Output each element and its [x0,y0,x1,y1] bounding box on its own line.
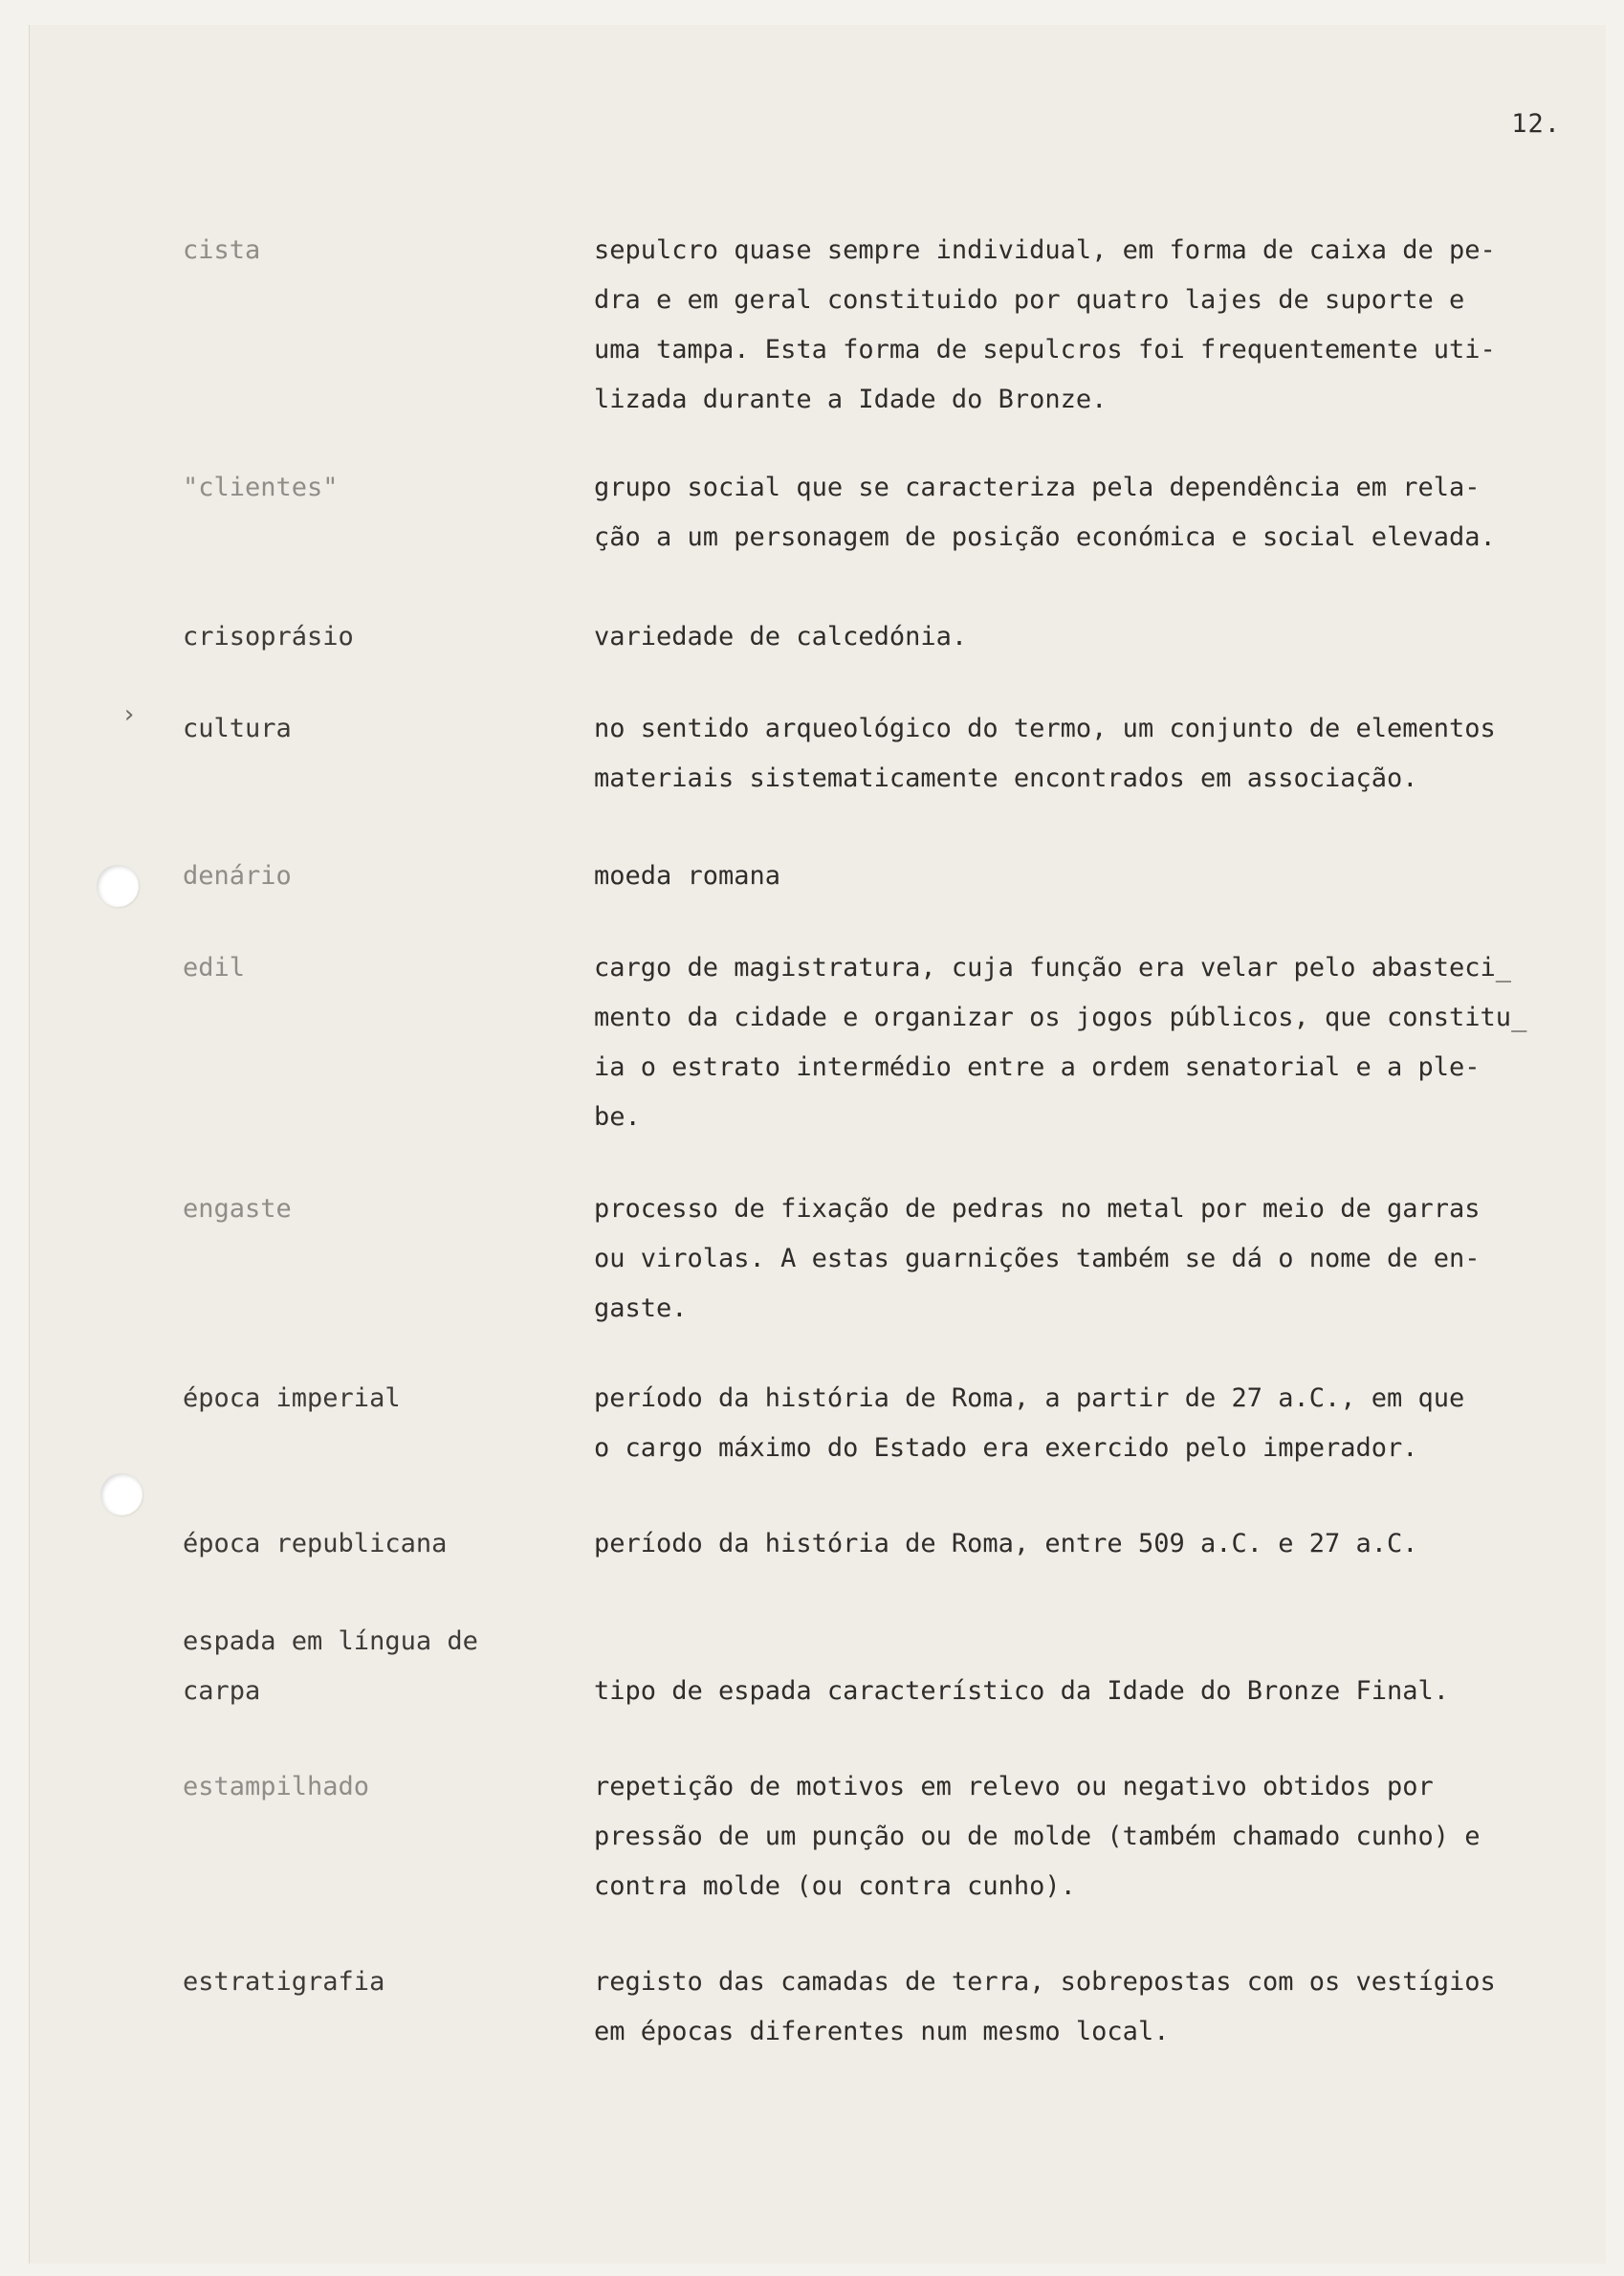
margin-mark: › [121,700,137,729]
glossary-definition: no sentido arqueológico do termo, um conjunto de elementos materiais sistematicamente encontrados em associação. [594,714,1496,793]
glossary-term: época republicana [183,1529,448,1558]
glossary-term: denário [183,861,292,891]
glossary-definition: período da história de Roma, entre 509 a.C. e 27 a.C. [594,1529,1418,1558]
glossary-term: cista [183,235,261,265]
glossary-definition: repetição de motivos em relevo ou negativo obtidos por pressão de um punção ou de molde (também chamado cunho) e contra molde (ou contra cunho). [594,1772,1481,1901]
glossary-list [30,25,1606,2264]
glossary-term: "clientes" [183,473,339,502]
document-page [29,25,1606,2264]
glossary-term: crisoprásio [183,622,354,652]
glossary-definition: moeda romana [594,861,781,891]
glossary-term: estratigrafia [183,1967,385,1997]
glossary-definition: processo de fixação de pedras no metal por meio de garras ou virolas. A estas guarnições também se dá o nome de en- gaste. [594,1194,1481,1323]
glossary-term: estampilhado [183,1772,370,1801]
glossary-definition: registo das camadas de terra, sobrepostas com os vestígios em épocas diferentes num mesmo local. [594,1967,1496,2046]
glossary-term: edil [183,953,246,983]
glossary-term: cultura [183,714,292,743]
glossary-definition: sepulcro quase sempre individual, em forma de caixa de pe- dra e em geral constituido por quatro lajes de suporte e uma tampa. Esta forma de sepulcros foi frequentemente uti- lizada durante a Idade do Bronze. [594,235,1496,414]
glossary-term: espada em língua de carpa [183,1626,478,1706]
glossary-definition: grupo social que se caracteriza pela dependência em rela- ção a um personagem de posição económica e social elevada. [594,473,1496,552]
glossary-term: época imperial [183,1383,401,1413]
glossary-definition: período da história de Roma, a partir de 27 a.C., em que o cargo máximo do Estado era exercido pelo imperador. [594,1383,1465,1463]
page-number: 12. [1511,109,1561,139]
glossary-definition: tipo de espada característico da Idade do Bronze Final. [594,1676,1450,1706]
glossary-definition: variedade de calcedónia. [594,622,968,652]
glossary-term: engaste [183,1194,292,1224]
glossary-definition: cargo de magistratura, cuja função era velar pelo abasteci_ mento da cidade e organizar os jogos públicos, que constitu_ ia o estrato intermédio entre a ordem senatorial e a ple- be. [594,953,1527,1132]
